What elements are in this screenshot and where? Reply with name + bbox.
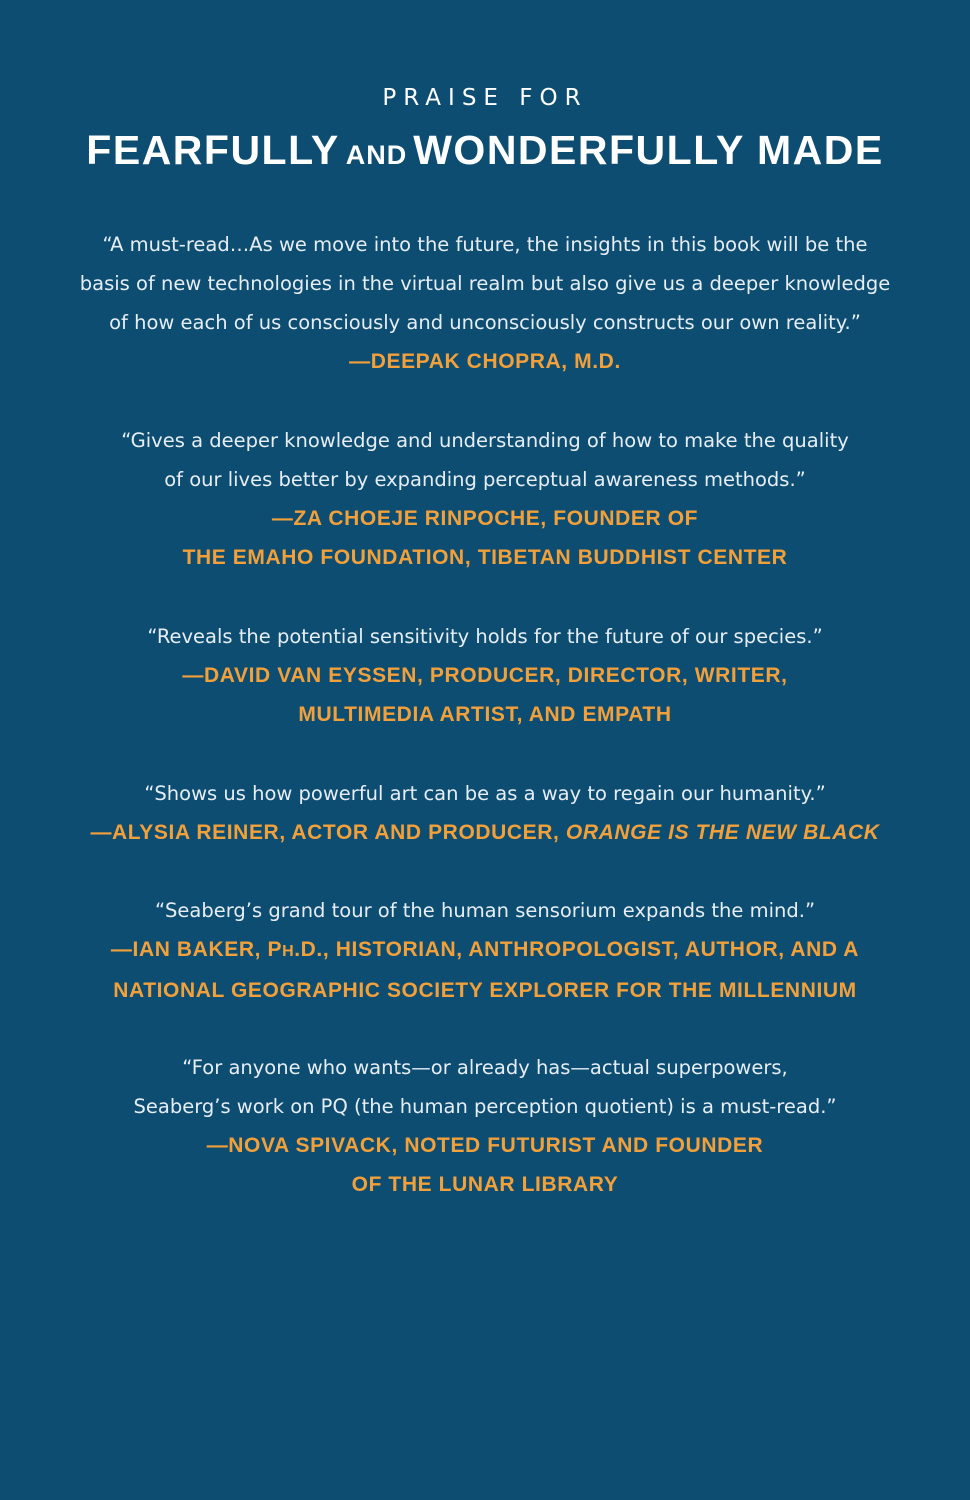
attribution-line: —DEEPAK CHOPRA, M.D.	[349, 350, 621, 373]
quote-line: “Seaberg’s grand tour of the human sensorium expands the mind.”	[154, 899, 816, 922]
attribution-line: OF THE LUNAR LIBRARY	[351, 1173, 619, 1196]
title-part-2: WONDERFULLY MADE	[413, 127, 884, 173]
quote-line: Seaberg’s work on PQ (the human perception quotient) is a must-read.”	[133, 1095, 837, 1118]
attribution-part-a: —IAN BAKER, P	[110, 938, 283, 961]
attribution-prefix: —ALYSIA REINER, ACTOR AND PRODUCER,	[90, 821, 566, 844]
attribution-line: —DAVID VAN EYSSEN, PRODUCER, DIRECTOR, WRITER,	[182, 664, 788, 687]
praise-block-spivack	[0, 1048, 970, 1204]
attribution-small-caps: H	[282, 943, 295, 960]
quote-line: “A must-read…As we move into the future, the insights in this book will be the	[102, 233, 868, 256]
quote-line: “Shows us how powerful art can be as a way to regain our humanity.”	[144, 782, 826, 805]
praise-block-baker	[0, 891, 970, 1010]
attribution-part-b: .D., HISTORIAN, ANTHROPOLOGIST, AUTHOR, AND A	[294, 938, 860, 961]
attribution-line: —NOVA SPIVACK, NOTED FUTURIST AND FOUNDER	[206, 1134, 764, 1157]
quote-line: “Reveals the potential sensitivity holds for the future of our species.”	[147, 625, 823, 648]
attribution-line: —ZA CHOEJE RINPOCHE, FOUNDER OF	[271, 507, 699, 530]
attribution-line	[0, 930, 970, 971]
show-title: ORANGE IS THE NEW BLACK	[565, 821, 880, 844]
praise-block-rinpoche	[0, 421, 970, 577]
attribution-line: NATIONAL GEOGRAPHIC SOCIETY EXPLORER FOR THE MILLENNIUM	[113, 979, 857, 1002]
title-part-1: FEARFULLY	[86, 127, 340, 173]
book-title	[0, 125, 970, 180]
praise-block-van-eyssen	[0, 617, 970, 734]
quote-line: “For anyone who wants—or already has—actual superpowers,	[182, 1056, 788, 1079]
praise-block-chopra	[0, 225, 970, 381]
title-and: AND	[345, 140, 408, 170]
attribution-line: MULTIMEDIA ARTIST, AND EMPATH	[298, 703, 672, 726]
quote-line: of our lives better by expanding perceptual awareness methods.”	[164, 468, 806, 491]
quote-line: basis of new technologies in the virtual realm but also give us a deeper knowledge	[79, 272, 891, 295]
praise-block-reiner	[0, 774, 970, 852]
attribution-line	[0, 813, 970, 852]
attribution-line: THE EMAHO FOUNDATION, TIBETAN BUDDHIST CENTER	[182, 546, 788, 569]
quote-line: “Gives a deeper knowledge and understanding of how to make the quality	[121, 429, 849, 452]
praise-for-heading: PRAISE FOR	[382, 85, 588, 111]
quote-line: of how each of us consciously and unconsciously constructs our own reality.”	[109, 311, 861, 334]
